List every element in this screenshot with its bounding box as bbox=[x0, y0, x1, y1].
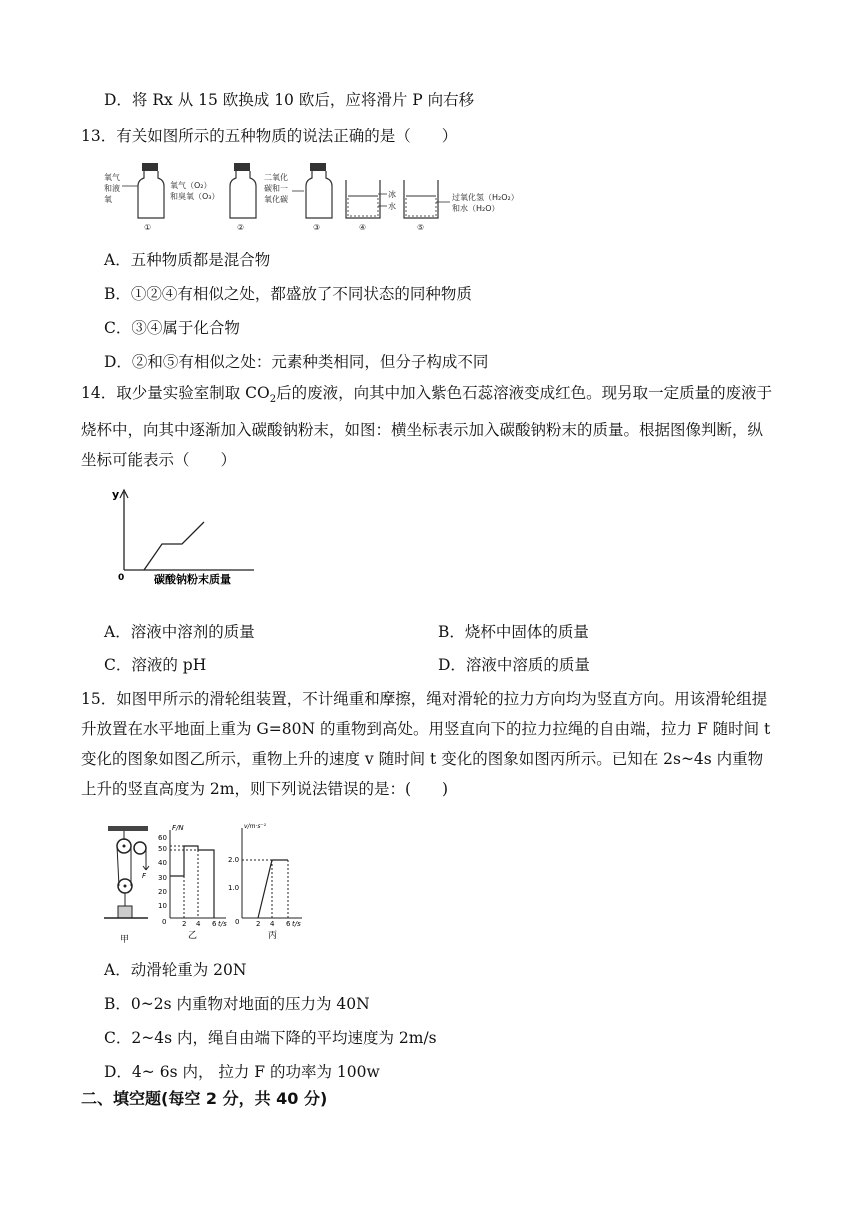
pulley-system bbox=[104, 826, 149, 944]
num-2: ② bbox=[237, 223, 245, 232]
svg-text:v/m·s⁻¹: v/m·s⁻¹ bbox=[244, 823, 267, 830]
q13-option-a: A．五种物质都是混合物 bbox=[104, 251, 271, 269]
bottle3-label-1: 二氧化 bbox=[264, 173, 288, 182]
svg-text:20: 20 bbox=[158, 888, 167, 896]
svg-text:1.0: 1.0 bbox=[228, 884, 240, 892]
q15-option-b: B．0~2s 内重物对地面的压力为 40N bbox=[104, 995, 370, 1013]
weight bbox=[118, 906, 132, 918]
svg-text:t/s: t/s bbox=[218, 920, 227, 928]
q13-figure bbox=[104, 158, 544, 234]
svg-text:6: 6 bbox=[286, 920, 291, 928]
q15-figure bbox=[102, 820, 312, 944]
beaker5-label-1: 过氧化氢（H₂O₂） bbox=[452, 193, 519, 202]
q15-stem: 15．如图甲所示的滑轮组装置，不计绳重和摩擦，绳对滑轮的拉力方向均为竖直方向。用该滑轮组提 升放置在水平地面上重为 G=80N 的重物到高处。用竖直向下的拉力拉绳的自由端，拉力 F 随时间 t 变化的图象如图乙所示，重物上升的速度 v 随时间 t 变化的图象如图丙所示。已知在 2s~4s 内重物 上升的竖直高度为 2m，则下列说法错误的是：( ) bbox=[81, 690, 771, 798]
force-time-graph bbox=[158, 824, 227, 941]
num-1: ① bbox=[144, 223, 152, 232]
svg-text:10: 10 bbox=[158, 902, 167, 910]
beaker4-label-ice: 冰 bbox=[388, 190, 396, 199]
q14-option-b: B．烧杯中固体的质量 bbox=[438, 623, 589, 641]
fixed-pulley-2 bbox=[134, 842, 146, 854]
q12-option-d: D．将 Rx 从 15 欧换成 10 欧后，应将滑片 P 向右移 bbox=[104, 91, 475, 109]
beaker-4 bbox=[346, 180, 380, 218]
svg-text:30: 30 bbox=[158, 874, 167, 882]
bottle3-label-3: 氧化碳 bbox=[264, 195, 288, 204]
force-label: F bbox=[142, 872, 147, 880]
svg-text:0: 0 bbox=[162, 918, 167, 926]
svg-text:60: 60 bbox=[158, 834, 167, 842]
svg-text:t/s: t/s bbox=[292, 920, 301, 928]
svg-text:2: 2 bbox=[256, 920, 261, 928]
num-4: ④ bbox=[359, 223, 367, 232]
q15-option-a: A．动滑轮重为 20N bbox=[104, 961, 247, 979]
velocity-time-graph bbox=[228, 823, 302, 941]
svg-text:0: 0 bbox=[235, 918, 240, 926]
bottle3-label-2: 碳和一 bbox=[264, 184, 288, 193]
bottle2-label-2: 和臭氧（O₃） bbox=[170, 192, 220, 201]
beaker4-label-water: 水 bbox=[388, 202, 396, 211]
section-title: 二、填空题(每空 2 分，共 40 分) bbox=[81, 1089, 328, 1108]
q14-stem: 14．取少量实验室制取 $CO_2$后的废液，向其中加入紫色石蕊溶液变成红色。现另取一定质量的废液于 烧杯中，向其中逐渐加入碳酸钠粉末，如图：横坐标表示加入碳酸钠粉末的质量。根据图像判断，纵 坐标可能表示（ ） bbox=[81, 384, 773, 470]
num-3: ③ bbox=[313, 223, 321, 232]
num-5: ⑤ bbox=[417, 223, 425, 232]
svg-text:50: 50 bbox=[158, 845, 167, 853]
bottle1-label-3: 氧 bbox=[104, 195, 112, 204]
origin-label: 0 bbox=[118, 573, 125, 583]
q15-option-c: C．2~4s 内，绳自由端下降的平均速度为 2m/s bbox=[104, 1029, 437, 1047]
bottle1-label-2: 和液 bbox=[104, 184, 120, 193]
bottle-2 bbox=[230, 163, 256, 218]
jia-label: 甲 bbox=[120, 935, 130, 944]
svg-text:2.0: 2.0 bbox=[228, 856, 240, 864]
q13-stem: 13．有关如图所示的五种物质的说法正确的是（ ） bbox=[81, 127, 458, 145]
y-label: y bbox=[112, 488, 120, 501]
svg-text:4: 4 bbox=[196, 920, 201, 928]
curve bbox=[144, 522, 204, 570]
q13-option-c: C．③④属于化合物 bbox=[104, 319, 240, 337]
bottle-3 bbox=[306, 163, 332, 218]
q14-option-c: C．溶液的 pH bbox=[104, 656, 207, 674]
q13-option-b: B．①②④有相似之处，都盛放了不同状态的同种物质 bbox=[104, 285, 472, 303]
bottle2-label-1: 氧气（O₂） bbox=[170, 181, 212, 190]
bing-label: 丙 bbox=[268, 931, 278, 941]
svg-text:40: 40 bbox=[158, 859, 167, 867]
bottle-1 bbox=[138, 163, 164, 218]
svg-text:4: 4 bbox=[270, 920, 275, 928]
q13-option-d: D．②和⑤有相似之处：元素种类相同，但分子构成不同 bbox=[104, 353, 489, 371]
q15-option-d: D．4~ 6s 内， 拉力 F 的功率为 100w bbox=[104, 1063, 380, 1081]
svg-text:6: 6 bbox=[212, 920, 217, 928]
svg-text:F/N: F/N bbox=[172, 824, 184, 832]
q14-chart bbox=[110, 484, 260, 590]
svg-text:2: 2 bbox=[182, 920, 187, 928]
bottle1-label-1: 氧气 bbox=[104, 173, 120, 182]
q14-option-d: D．溶液中溶质的质量 bbox=[438, 656, 590, 674]
q14-option-a: A．溶液中溶剂的质量 bbox=[104, 623, 255, 641]
beaker5-label-2: 和水（H₂O） bbox=[452, 204, 500, 213]
x-label: 碳酸钠粉末质量 bbox=[154, 573, 231, 586]
beaker-5 bbox=[404, 180, 438, 218]
yi-label: 乙 bbox=[188, 931, 198, 941]
